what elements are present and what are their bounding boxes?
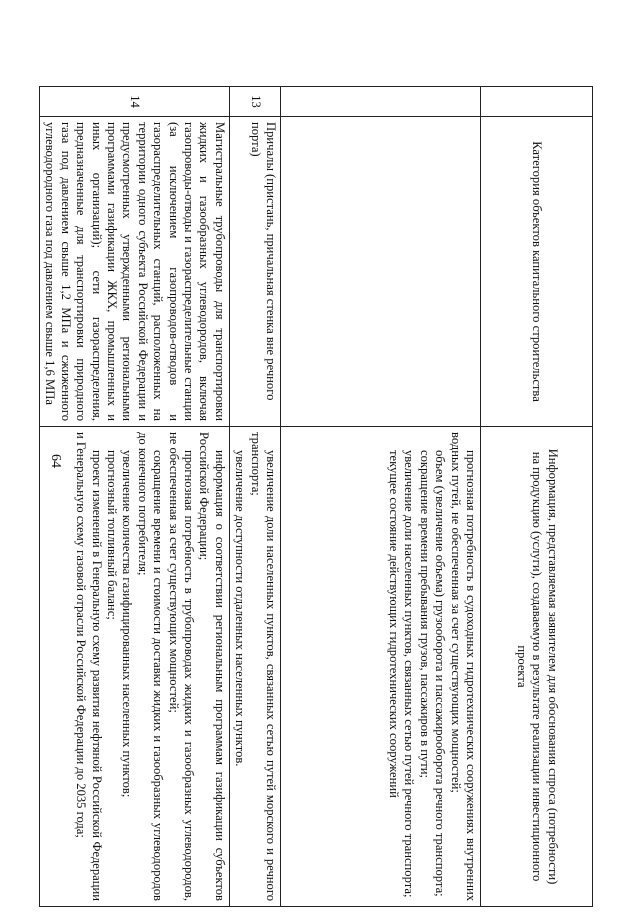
info-line: текущее состояние действующих гидротехнических сооружений: [386, 450, 401, 798]
info-line: прогнозный топливный баланс;: [104, 450, 119, 620]
table-row: [39, 87, 229, 907]
page-number: 64: [48, 454, 63, 468]
info-line: прогнозная потребность в трубопроводах жидких и газообразных углеводородов, не обеспеченная за счет существующих мощностей;: [166, 432, 196, 901]
info-line: увеличение доли населенных пунктов, связанных сетью путей морского и речного транспорта;: [248, 432, 278, 901]
info-line: прогнозная потребность в судоходных гидротехнических сооружениях внутренних водных путей, не обеспеченная за счет существующих мощностей;: [448, 432, 478, 901]
info-line: увеличение доли населенных пунктов, связанных сетью путей речного транспорта;: [402, 450, 417, 898]
row-number: 13: [229, 87, 280, 117]
table-row: [229, 87, 280, 907]
row-info: [39, 427, 229, 907]
row-category: [281, 117, 481, 427]
info-line: сокращение времени пребывания грузов, пассажиров в пути;: [417, 450, 432, 778]
table-row: [281, 87, 481, 907]
info-line: проект изменений в Генеральную схему развития нефтяной Российской Федерации и Генеральную схему газовой отрасли Российской Федерации до 2035 года;: [74, 432, 104, 901]
header-info-cell: Информация, представляемая заявителем для обоснования спроса (потребности) на продукцию (услуги), создаваемую в результате реализации инвестиционного проекта: [481, 427, 593, 907]
row-number: 14: [39, 87, 229, 117]
row-category: Причалы (пристань, причальная стенка вне речного порта): [229, 117, 280, 427]
info-line: сокращение времени и стоимости доставки жидких и газообразных углеводородов до конечного потребителя;: [135, 432, 166, 901]
requirements-table: [39, 86, 593, 907]
info-line: информация о соответствии региональным программам газификации субъектов Российской Федерации;: [197, 432, 227, 901]
header-category-cell: Категория объектов капитального строительства: [481, 117, 593, 427]
info-line: увеличение количества газифицированных населенных пунктов;: [120, 450, 135, 798]
info-line: объем (увеличение объема) грузооборота и пассажирооборота речного транспорта;: [433, 450, 448, 897]
info-line: увеличение доступности отдаленных населенных пунктов.: [233, 450, 248, 767]
row-info: [229, 427, 280, 907]
table-header-row: [481, 87, 593, 907]
row-info: [281, 427, 481, 907]
row-category: Магистральные трубопроводы для транспортировки жидких и газообразных углеводородов, включая газопроводы-отводы и газораспределительные станции (за исключением газопроводов-отводов и газораспределительных станций, расположенных на территории одного субъекта Российской Федерации и предусмотренных утвержденными региональными программами газификации ЖКХ, промышленных и иных организаций); сети газораспределения, предназначенные для транспортировки природного газа под давлением свыше 1,2 МПа и сжиженного углеводородного газа под давлением свыше 1,6 МПа: [39, 117, 229, 427]
row-number: [281, 87, 481, 117]
header-num-cell: [481, 87, 593, 117]
